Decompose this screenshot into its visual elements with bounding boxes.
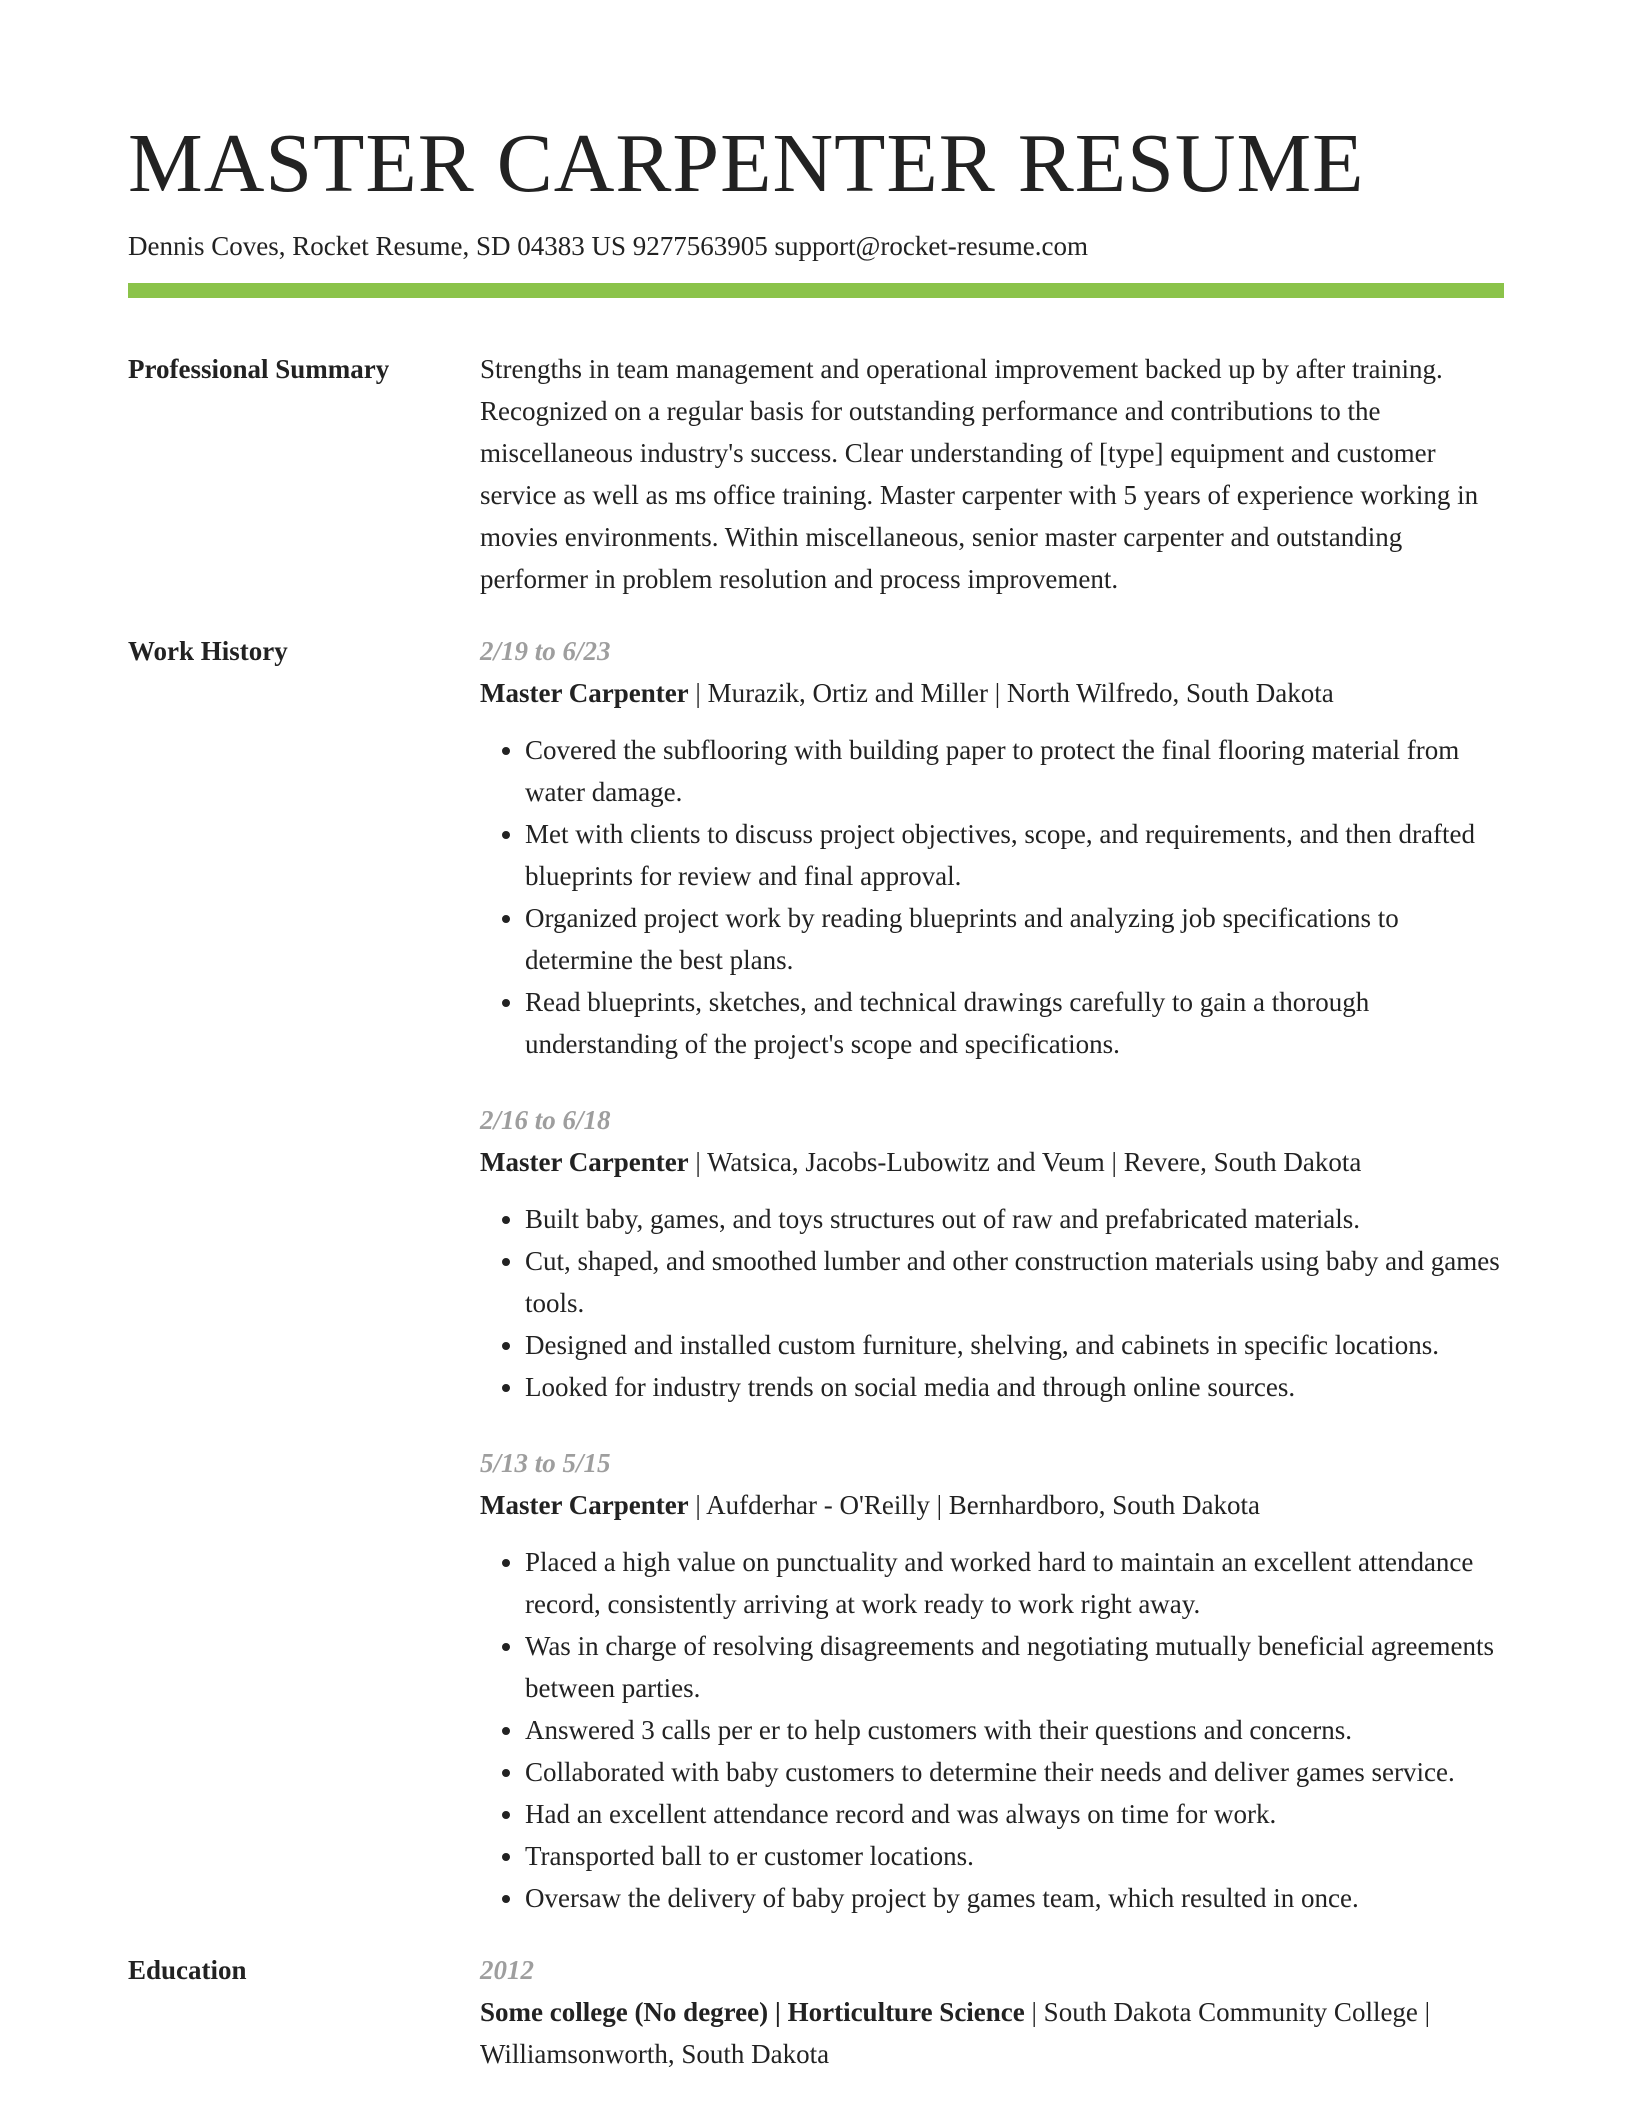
list-item: • Covered the subflooring with building paper to protect the final flooring material from water damage.: [525, 729, 1504, 813]
list-item: • Met with clients to discuss project objectives, scope, and requirements, and then drafted blueprints for review and final approval.: [525, 813, 1504, 897]
job-duties-list: [480, 1541, 1504, 1919]
section-label-summary: Professional Summary: [128, 353, 390, 384]
job-duties-list: [480, 1198, 1504, 1408]
job-employer-location: | Watsica, Jacobs-Lubowitz and Veum | Revere, South Dakota: [688, 1146, 1362, 1177]
list-item: • Designed and installed custom furniture, shelving, and cabinets in specific locations.: [525, 1324, 1504, 1366]
section-label-work-history: Work History: [128, 635, 288, 666]
list-item: • Had an excellent attendance record and was always on time for work.: [525, 1793, 1504, 1835]
education-section: [128, 1949, 1504, 2075]
list-item: • Collaborated with baby customers to determine their needs and deliver games service.: [525, 1751, 1504, 1793]
resume-title: MASTER CARPENTER RESUME: [128, 117, 1365, 210]
job-dates: 5/13 to 5/15: [480, 1447, 611, 1478]
list-item: • Cut, shaped, and smoothed lumber and other construction materials using baby and games tools.: [525, 1240, 1504, 1324]
job-entry: [480, 1099, 1504, 1408]
section-label-education: Education: [128, 1954, 247, 1985]
header-accent-bar: [128, 283, 1504, 298]
list-item: • Organized project work by reading blueprints and analyzing job specifications to determine the best plans.: [525, 897, 1504, 981]
education-heading: [480, 1991, 1504, 2075]
list-item: • Answered 3 calls per er to help customers with their questions and concerns.: [525, 1709, 1504, 1751]
job-employer-location: | Murazik, Ortiz and Miller | North Wilfredo, South Dakota: [688, 677, 1334, 708]
job-heading: [480, 672, 1504, 714]
job-heading: [480, 1484, 1504, 1526]
job-dates: 2/16 to 6/18: [480, 1104, 611, 1135]
list-item: • Placed a high value on punctuality and worked hard to maintain an excellent attendance record, consistently arriving at work ready to work right away.: [525, 1541, 1504, 1625]
job-dates: 2/19 to 6/23: [480, 635, 611, 666]
job-duties-list: [480, 729, 1504, 1065]
job-heading: [480, 1141, 1504, 1183]
job-title: Master Carpenter: [480, 1146, 689, 1177]
job-title: Master Carpenter: [480, 677, 689, 708]
list-item: • Transported ball to er customer locations.: [525, 1835, 1504, 1877]
list-item: • Built baby, games, and toys structures out of raw and prefabricated materials.: [525, 1198, 1504, 1240]
list-item: • Looked for industry trends on social media and through online sources.: [525, 1366, 1504, 1408]
work-history-section: [128, 630, 1504, 1919]
list-item: • Read blueprints, sketches, and technical drawings carefully to gain a thorough understanding of the project's scope and specifications.: [525, 981, 1504, 1065]
job-employer-location: | Aufderhar - O'Reilly | Bernhardboro, South Dakota: [688, 1489, 1260, 1520]
job-entry: [480, 1442, 1504, 1919]
list-item: • Oversaw the delivery of baby project by games team, which resulted in once.: [525, 1877, 1504, 1919]
summary-text: Strengths in team management and operational improvement backed up by after training. Recognized on a regular basis for outstanding performance and contributions to the miscellaneous industry's success. Clear understanding of [type] equipment and customer service as well as ms office training. Master carpenter with 5 years of experience working in movies environments. Within miscellaneous, senior master carpenter and outstanding performer in problem resolution and process improvement.: [480, 353, 1479, 594]
education-degree: Some college (No degree) | Horticulture Science: [480, 1996, 1025, 2027]
education-year: 2012: [480, 1954, 534, 1985]
education-content: [480, 1949, 1504, 2075]
job-entry: [480, 630, 1504, 1065]
education-school-location: | South Dakota Community College | Williamsonworth, South Dakota: [480, 1996, 1431, 2069]
work-history-content: [480, 630, 1504, 1919]
professional-summary-section: [128, 348, 1504, 600]
job-title: Master Carpenter: [480, 1489, 689, 1520]
list-item: • Was in charge of resolving disagreements and negotiating mutually beneficial agreements between parties.: [525, 1625, 1504, 1709]
contact-line: Dennis Coves, Rocket Resume, SD 04383 US 9277563905 support@rocket-resume.com: [128, 231, 1089, 262]
